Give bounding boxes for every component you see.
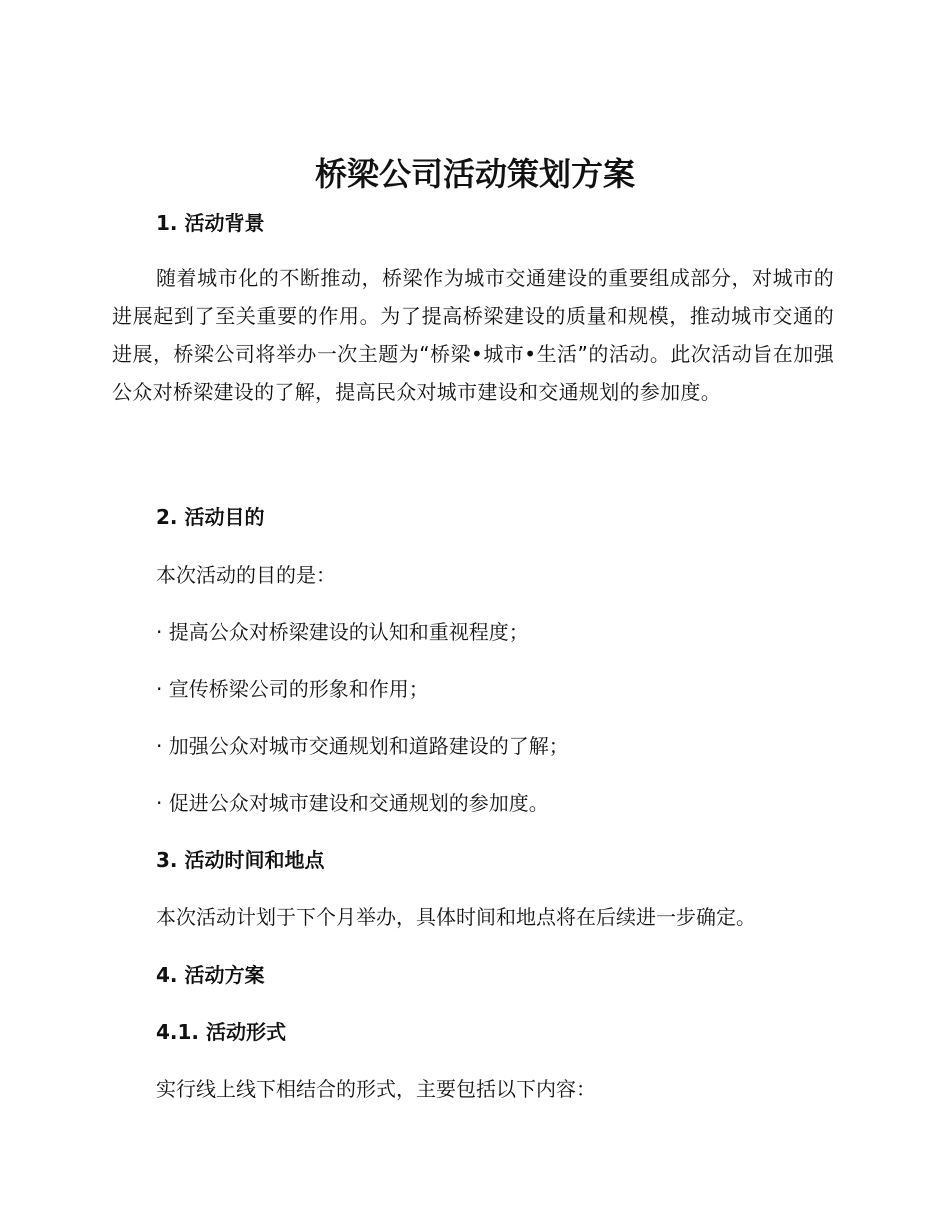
section-heading-plan: 4. 活动方案 bbox=[156, 963, 265, 987]
purpose-bullet: · 促进公众对城市建设和交通规划的参加度。 bbox=[156, 791, 549, 815]
purpose-bullet: · 提高公众对桥梁建设的认知和重视程度； bbox=[156, 620, 529, 644]
subsection-heading-format: 4.1. 活动形式 bbox=[156, 1020, 286, 1044]
format-text: 实行线上线下相结合的形式，主要包括以下内容： bbox=[156, 1077, 596, 1101]
section-heading-background: 1. 活动背景 bbox=[156, 211, 265, 235]
purpose-intro: 本次活动的目的是： bbox=[156, 563, 336, 587]
document-title: 桥梁公司活动策划方案 bbox=[314, 155, 635, 193]
section-heading-time-place: 3. 活动时间和地点 bbox=[156, 848, 325, 872]
time-place-text: 本次活动计划于下个月举办，具体时间和地点将在后续进一步确定。 bbox=[156, 905, 756, 929]
purpose-bullet: · 宣传桥梁公司的形象和作用； bbox=[156, 677, 429, 701]
section-heading-purpose: 2. 活动目的 bbox=[156, 505, 265, 529]
background-paragraph: 随着城市化的不断推动，桥梁作为城市交通建设的重要组成部分，对城市的进展起到了至关重要的作用。为了提高桥梁建设的质量和规模，推动城市交通的进展，桥梁公司将举办一次主题为“桥梁•城市•生活”的活动。此次活动旨在加强公众对桥梁建设的了解，提高民众对城市建设和交通规划的参加度。 bbox=[112, 266, 834, 404]
purpose-bullet: · 加强公众对城市交通规划和道路建设的了解； bbox=[156, 734, 569, 758]
